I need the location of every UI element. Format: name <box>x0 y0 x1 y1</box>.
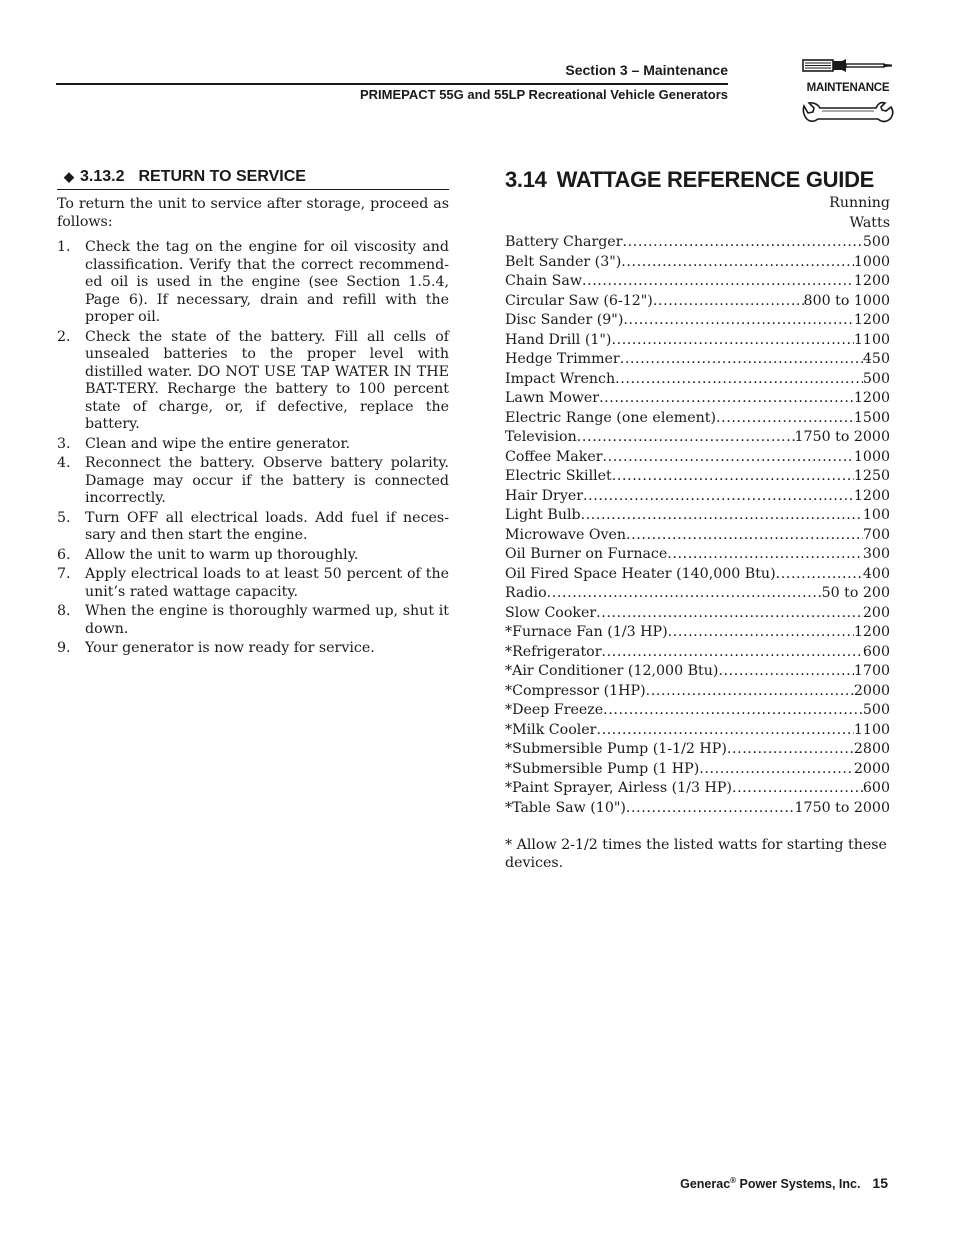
page-footer <box>680 1175 888 1191</box>
column-header-watts: Watts <box>849 214 890 231</box>
appliance-name: Hedge Trimmer <box>505 351 620 367</box>
diamond-bullet-icon: ◆ <box>64 169 74 184</box>
step-number: 8. <box>57 603 71 619</box>
dot-leader <box>582 272 854 292</box>
running-watts: 50 to 200 <box>821 585 890 601</box>
step-text: Allow the unit to warm up thoroughly. <box>85 546 359 563</box>
heading-number: 3.14 <box>505 167 547 192</box>
running-watts: 200 <box>862 604 890 621</box>
section-title: Section 3 – Maintenance <box>565 62 728 78</box>
appliance-name: Circular Saw (6-12") <box>505 292 653 309</box>
step-text: Check the state of the battery. Fill all cells of unsealed batteries to the proper level with distilled water. DO NOT USE TAP WATER IN THE BAT-TERY. Recharge the battery to 100 percent state of charge, or, if defective, replace the battery. <box>85 328 449 432</box>
running-watts: 1500 <box>853 409 890 426</box>
screwdriver-icon <box>800 56 896 78</box>
list-item <box>505 643 890 663</box>
list-item <box>57 510 449 545</box>
dot-leader <box>623 311 854 331</box>
list-item <box>505 701 890 721</box>
running-watts: 1200 <box>853 273 890 289</box>
running-watts: 1100 <box>853 721 890 738</box>
appliance-name: Battery Charger <box>505 234 623 250</box>
appliance-name: *Submersible Pump (1-1/2 HP) <box>505 741 727 757</box>
appliance-name: Television <box>505 429 577 445</box>
return-to-service-heading <box>57 168 449 190</box>
running-watts: 1750 to 2000 <box>794 799 890 816</box>
list-item <box>505 487 890 507</box>
registered-mark: ® <box>730 1175 737 1185</box>
step-number: 3. <box>57 435 71 452</box>
list-item <box>505 331 890 351</box>
appliance-name: *Deep Freeze <box>505 702 604 718</box>
running-watts: 600 <box>862 643 890 660</box>
steps-list <box>57 239 449 658</box>
dot-leader <box>615 370 863 390</box>
appliance-name: Hand Drill (1") <box>505 331 612 348</box>
running-watts: 600 <box>862 780 890 796</box>
step-number: 2. <box>57 328 71 345</box>
list-item <box>505 682 890 702</box>
dot-leader <box>776 565 863 585</box>
running-watts: 1000 <box>853 448 890 465</box>
document-subtitle: PRIMEPACT 55G and 55LP Recreational Vehicle Generators <box>360 87 728 102</box>
dot-leader <box>577 428 795 448</box>
header-rule <box>56 83 728 85</box>
step-number: 7. <box>57 566 71 582</box>
appliance-name: Radio <box>505 585 547 601</box>
step-text: Clean and wipe the entire generator. <box>85 435 351 452</box>
list-item <box>57 547 449 565</box>
step-number: 9. <box>57 640 71 656</box>
appliance-name: Lawn Mower <box>505 390 600 406</box>
list-item <box>505 350 890 370</box>
list-item <box>505 311 890 331</box>
list-item <box>57 329 449 434</box>
heading-text: RETURN TO SERVICE <box>138 168 306 185</box>
list-item <box>57 640 449 658</box>
dot-leader <box>727 740 854 760</box>
left-column <box>57 168 449 660</box>
dot-leader <box>716 409 854 429</box>
list-item <box>505 272 890 292</box>
list-item <box>505 292 890 312</box>
right-column <box>505 167 897 872</box>
appliance-name: *Air Conditioner (12,000 Btu) <box>505 663 719 679</box>
list-item <box>505 370 890 390</box>
running-watts: 800 to 1000 <box>803 292 890 309</box>
list-item <box>505 545 890 565</box>
dot-leader <box>602 643 863 663</box>
running-watts: 2000 <box>853 760 890 777</box>
dot-leader <box>653 292 804 312</box>
step-text: Reconnect the battery. Observe battery polarity. Damage may occur if the battery is connected incorrectly. <box>85 455 449 506</box>
appliance-name: *Compressor (1HP) <box>505 682 646 699</box>
appliance-name: *Table Saw (10") <box>505 799 626 816</box>
dot-leader <box>622 233 862 253</box>
company-name: Generac <box>680 1177 731 1191</box>
list-item <box>505 506 890 526</box>
step-text: Your generator is now ready for service. <box>85 640 375 656</box>
step-text: Turn OFF all electrical loads. Add fuel if neces-sary and then start the engine. <box>85 509 449 543</box>
dot-leader <box>732 779 863 799</box>
appliance-name: Light Bulb <box>505 507 581 523</box>
heading-text: WATTAGE REFERENCE GUIDE <box>556 167 875 192</box>
list-item <box>505 740 890 760</box>
maintenance-label: MAINTENANCE <box>806 82 890 94</box>
appliance-name: *Furnace Fan (1/3 HP) <box>505 624 668 640</box>
dot-leader <box>603 701 863 721</box>
step-text: Apply electrical loads to at least 50 percent of the unit’s rated wattage capacity. <box>85 566 449 600</box>
running-watts: 500 <box>862 234 890 250</box>
running-watts: 100 <box>862 507 890 523</box>
list-item <box>505 389 890 409</box>
dot-leader <box>646 682 854 702</box>
appliance-name: Chain Saw <box>505 273 582 289</box>
running-watts: 1700 <box>853 663 890 679</box>
step-number: 6. <box>57 546 71 563</box>
dot-leader <box>583 487 854 507</box>
appliance-name: Coffee Maker <box>505 448 603 465</box>
list-item <box>57 603 449 638</box>
running-watts: 1100 <box>853 331 890 348</box>
appliance-name: *Submersible Pump (1 HP) <box>505 760 700 777</box>
list-item <box>57 566 449 601</box>
appliance-name: Slow Cooker <box>505 604 597 621</box>
dot-leader <box>668 623 854 643</box>
list-item <box>505 233 890 253</box>
dot-leader <box>621 253 854 273</box>
appliance-name: Electric Range (one element) <box>505 409 716 426</box>
appliance-name: *Refrigerator <box>505 643 602 660</box>
appliance-name: Belt Sander (3") <box>505 253 622 270</box>
list-item <box>57 239 449 327</box>
column-header-running: Running <box>829 195 890 211</box>
dot-leader <box>626 526 863 546</box>
step-text: When the engine is thoroughly warmed up, shut it down. <box>85 603 449 637</box>
dot-leader <box>581 506 863 526</box>
list-item <box>505 584 890 604</box>
list-item <box>505 526 890 546</box>
intro-paragraph: To return the unit to service after storage, proceed as follows: <box>57 196 449 230</box>
appliance-name: Hair Dryer <box>505 487 584 504</box>
dot-leader <box>667 545 863 565</box>
list-item <box>505 623 890 643</box>
dot-leader <box>620 350 863 370</box>
dot-leader <box>626 799 795 819</box>
list-item <box>505 760 890 780</box>
appliance-name: Impact Wrench <box>505 370 616 387</box>
running-watts: 500 <box>862 370 890 387</box>
list-item <box>505 253 890 273</box>
running-watts: 1200 <box>853 487 890 504</box>
running-watts: 1000 <box>853 253 890 270</box>
running-watts: 1200 <box>853 390 890 406</box>
running-watts: 700 <box>862 526 890 543</box>
list-item <box>505 428 890 448</box>
wattage-guide-heading <box>505 167 897 193</box>
dot-leader <box>596 604 863 624</box>
list-item <box>505 779 890 799</box>
list-item <box>505 467 890 487</box>
appliance-name: Electric Skillet <box>505 468 612 484</box>
dot-leader <box>603 448 854 468</box>
maintenance-badge <box>800 56 896 128</box>
list-item <box>505 662 890 682</box>
page-number: 15 <box>872 1175 888 1191</box>
list-item <box>505 448 890 468</box>
list-item <box>505 409 890 429</box>
dot-leader <box>718 662 853 682</box>
running-watts: 500 <box>862 702 890 718</box>
running-watts: 450 <box>862 351 890 367</box>
list-item <box>57 436 449 454</box>
appliance-name: Microwave Oven <box>505 526 627 543</box>
dot-leader <box>547 584 822 604</box>
wrench-icon <box>800 100 896 128</box>
dot-leader <box>599 389 854 409</box>
running-watts: 2800 <box>853 741 890 757</box>
running-watts: 400 <box>862 565 890 582</box>
running-watts: 1250 <box>853 468 890 484</box>
running-watts: 1200 <box>853 624 890 640</box>
step-number: 1. <box>57 239 71 255</box>
appliance-name: Oil Fired Space Heater (140,000 Btu) <box>505 565 776 582</box>
list-item <box>505 604 890 624</box>
starting-note: * Allow 2-1/2 times the listed watts for starting these devices. <box>505 837 887 871</box>
running-watts: 2000 <box>853 682 890 699</box>
list-item <box>57 455 449 508</box>
step-number: 5. <box>57 509 71 526</box>
appliance-name: Oil Burner on Furnace <box>505 546 668 562</box>
list-item <box>505 721 890 741</box>
step-number: 4. <box>57 455 71 471</box>
dot-leader <box>612 467 854 487</box>
wattage-list <box>505 233 890 818</box>
dot-leader <box>611 331 853 351</box>
dot-leader <box>699 760 854 780</box>
appliance-name: Disc Sander (9") <box>505 312 624 328</box>
running-watts: 1750 to 2000 <box>794 429 890 445</box>
running-watts: 1200 <box>853 312 890 328</box>
list-item <box>505 799 890 819</box>
company-name-rest: Power Systems, Inc. <box>736 1177 861 1191</box>
dot-leader <box>596 721 853 741</box>
step-text: Check the tag on the engine for oil viscosity and classification. Verify that the correct recommend-ed oil is used in the engine (see Section 1.5.4, Page 6). If necessary, drain and refill with the proper oil. <box>85 239 449 325</box>
running-watts: 300 <box>862 546 890 562</box>
appliance-name: *Paint Sprayer, Airless (1/3 HP) <box>505 780 732 796</box>
list-item <box>505 565 890 585</box>
appliance-name: *Milk Cooler <box>505 721 597 738</box>
heading-number: 3.13.2 <box>80 168 125 185</box>
